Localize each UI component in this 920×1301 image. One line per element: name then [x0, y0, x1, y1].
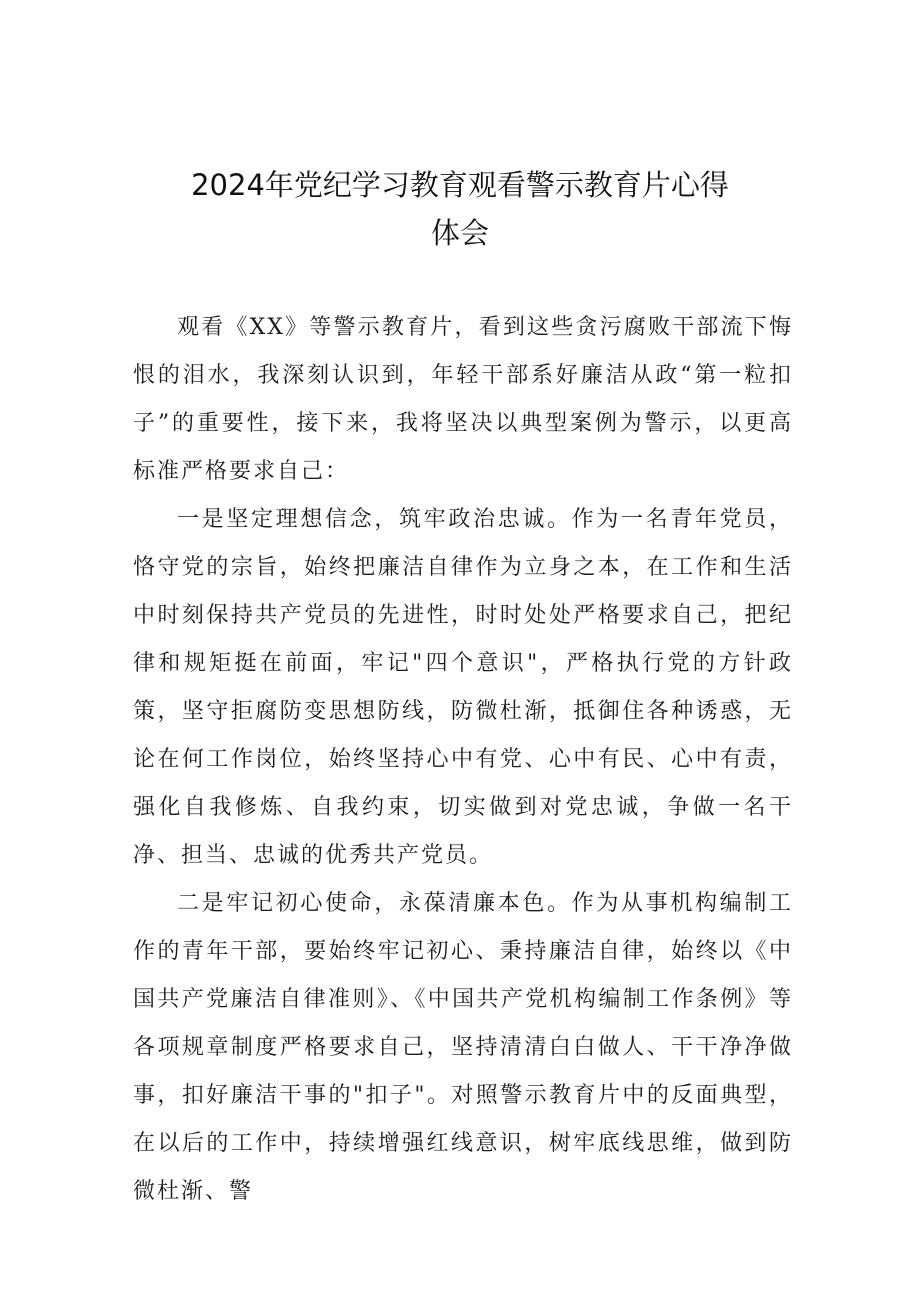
- paragraph-text: 观看《XX》等警示教育片，看到这些贪污腐败干部流下悔恨的泪水，我深刻认识到，年轻干部系好廉洁从政“第一粒扣子”的重要性，接下来，我将坚决以典型案例为警示，以更高标准严格要求自己：: [133, 315, 793, 484]
- paragraph-intro: [133, 304, 793, 496]
- paragraph-point-one: [133, 496, 793, 880]
- document-title-line-1: 2024年党纪学习教育观看警示教育片心得: [191, 168, 729, 202]
- paragraph-text: 二是牢记初心使命，永葆清廉本色。作为从事机构编制工作的青年干部，要始终牢记初心、秉持廉洁自律，始终以《中国共产党廉洁自律准则》、《中国共产党机构编制工作条例》等各项规章制度严格要求自己，坚持清清白白做人、干干净净做事，扣好廉洁干事的"扣子"。对照警示教育片中的反面典型，在以后的工作中，持续增强红线意识，树牢底线思维，做到防微杜渐、警: [133, 891, 793, 1204]
- document-title-line-2: 体会: [430, 216, 489, 250]
- paragraph-text: 一是坚定理想信念，筑牢政治忠诚。作为一名青年党员，恪守党的宗旨，始终把廉洁自律作为立身之本，在工作和生活中时刻保持共产党员的先进性，时时处处严格要求自己，把纪律和规矩挺在前面，牢记"四个意识"，严格执行党的方针政策，坚守拒腐防变思想防线，防微杜渐，抵御住各种诱惑，无论在何工作岗位，始终坚持心中有党、心中有民、心中有责，强化自我修炼、自我约束，切实做到对党忠诚，争做一名干净、担当、忠诚的优秀共产党员。: [133, 507, 793, 868]
- paragraph-point-two: [133, 880, 793, 1216]
